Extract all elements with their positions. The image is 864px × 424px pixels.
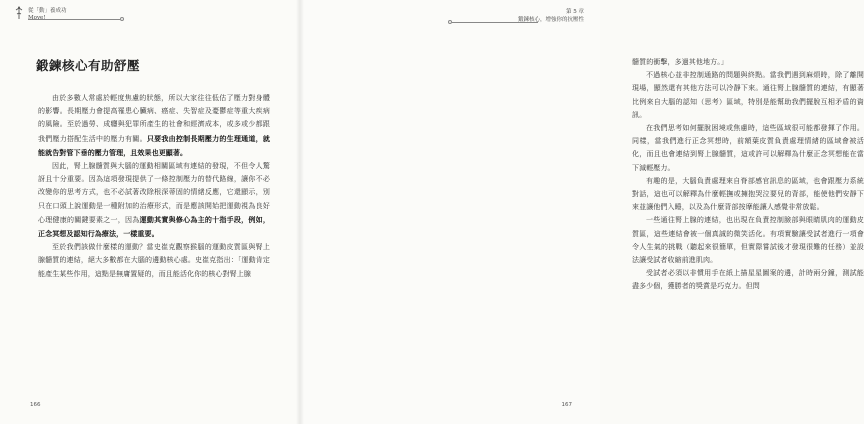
paragraph: 在我們思考如何擺脫困境或焦慮時，這些區域很可能都發揮了作用。同樣，當我們進行正念冥想時，前額葉皮質負責處理情緒的區域會被活化，而且也會連結到腎上腺髓質，這或許可以解釋為什麼正念冥想能在當下減輕壓力。 <box>632 124 864 172</box>
section-title: 鍛鍊核心有助舒壓 <box>36 58 141 73</box>
paragraph: 不過核心並非控制通路的問題與終點。當我們遇到麻煩時，除了離開現場，顯然還有其他方法可以冷靜下來。通往腎上腺髓質的連結，有顯著比例來自大腦的認知（思考）區域，特別是能幫助我們擺脫互相矛盾的資訊。 <box>632 71 864 119</box>
right-body-text <box>632 56 864 294</box>
paragraph: 一些通往腎上腺的連結，也出現在負責控制臉部與眼睛肌肉的運動皮質區，這些連結會被一個真誠的微笑活化。有項實驗讓受試者進行一項會令人生氣的挑戰（聽起來很簡單，但實際嘗試後才發現很難的任務）並設法讓受試者收縮前進肌肉。 <box>632 216 864 265</box>
emphasis-text: 運動其實與修心為主的十指手段，例如，正念冥想及認知行為療法，一樣重要。 <box>38 214 270 239</box>
book-subtitle: Move! <box>28 15 46 21</box>
book-logo-icon <box>14 6 24 20</box>
page-number-right: 167 <box>561 402 572 408</box>
header-rule <box>452 22 538 23</box>
chapter-title: 鍛鍊核心，增強你的抗壓性 <box>517 17 584 23</box>
page-number-left: 166 <box>30 402 41 408</box>
right-page <box>300 0 864 424</box>
chapter-number: 第 5 章 <box>566 9 584 15</box>
paragraph: 髓質的衝擊，多過其他地方。」 <box>632 58 728 66</box>
paragraph: 至於我們該做什麼樣的運動？當史崔克觀察猴腦的運動皮質區與腎上腺髓質的連結，絕大多數都在大腦的邊動核心處。史崔克指出：「運動肯定能產生某些作用，這點是無庸置疑的，而且能活化你的核心對腎上腺 <box>38 243 270 278</box>
paragraph: 受試者必須以非慣用手在紙上描星星圖案的邊，計時兩分鐘，測試能盡多少個，獲勝者的獎賞是巧克力。但問 <box>632 269 864 291</box>
book-title: 從「動」養成功 <box>28 8 67 14</box>
paragraph: 因此，腎上腺髓質與大腦的運動相關區域有連結的發現，不但令人驚訝且十分重要。因為這項發現提供了一條控制壓力的替代路線，讓你不必改變你的思考方式，也不必試著改除根深蒂固的情緒反應，它還顯示，別只在口頭上說運動是一種附加的治療形式，而是應該開始把運動視為良好心理健康的關鍵要素之一，因為運動其實與修心為主的十指手段，例如，正念冥想及認知行為療法，一樣重要。 <box>38 162 270 239</box>
emphasis-text: 只要我由控制長期壓力的生理通道，就能就告對管下垂的壓力管理，且效果也更顯著。 <box>38 133 271 157</box>
header-ornament <box>120 17 124 21</box>
paragraph: 由於多數人常處於輕度焦慮的狀態，所以大家往往低估了壓力對身體的影響。長期壓力會提高罹患心臟病、癌症、失智症及憂鬱症等重大疾病的風險。至於過勞、成癮與犯罪所產生的社會和經濟成本，或多或少都跟我們壓力搭配生活中的壓力有關。只要我由控制長期壓力的生理通道，就能就告對管下垂的壓力管理，且效果也更顯著。 <box>38 94 271 157</box>
header-ornament <box>448 20 452 24</box>
left-page <box>0 0 300 424</box>
paragraph: 有趣的是，大腦負責處理來自脊部感官訊息的區域，也會跟壓力系統對話，這也可以解釋為什麼輕撫或擁抱哭泣要兒的背部，能使他們安靜下來並讓他們入睡，以及為什麼背部按摩能讓人感覺非常放鬆。 <box>632 176 864 212</box>
book-gutter <box>296 0 304 424</box>
left-body-text <box>38 92 270 281</box>
header-rule <box>28 19 120 20</box>
